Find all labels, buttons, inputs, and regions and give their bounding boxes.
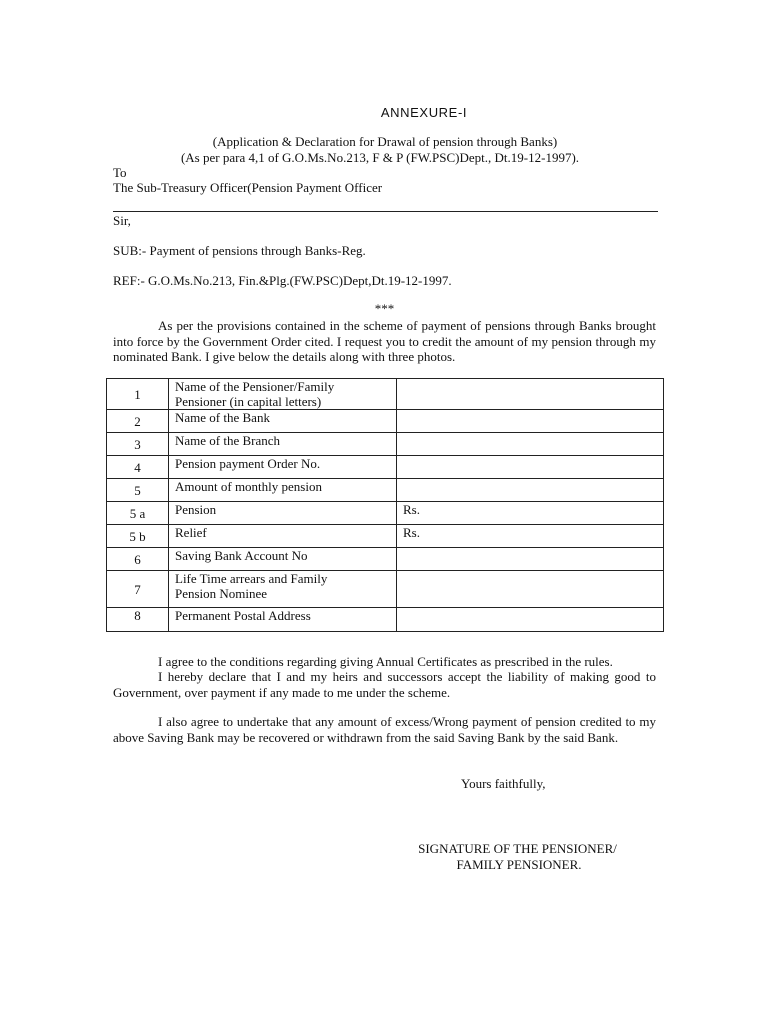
row-value-cell[interactable]: Rs.: [397, 502, 664, 525]
row-label-line1: Name of the Pensioner/Family: [175, 379, 335, 394]
row-label-line2: Pensioner (in capital letters): [175, 394, 322, 409]
row-number: 3: [107, 433, 169, 456]
row-number: 2: [107, 410, 169, 433]
table-row: [107, 379, 664, 410]
row-label: Saving Bank Account No: [169, 548, 397, 571]
row-value-cell[interactable]: [397, 379, 664, 410]
row-number: 5: [107, 479, 169, 502]
agreement-annual-certificates: I agree to the conditions regarding giving Annual Certificates as prescribed in the rules.: [158, 654, 613, 669]
row-label: [169, 379, 397, 410]
row-number: 7: [107, 571, 169, 608]
table-row: [107, 571, 664, 608]
intro-paragraph: As per the provisions contained in the scheme of payment of pensions through Banks brought into force by the Government Order cited. I request you to credit the amount of my pension through my nominated Bank. I give below the details along with three photos.: [113, 318, 656, 364]
row-label: Amount of monthly pension: [169, 479, 397, 502]
table-row: [107, 456, 664, 479]
row-value-cell[interactable]: [397, 571, 664, 608]
separator: ***: [374, 301, 395, 316]
row-value-cell[interactable]: [397, 608, 664, 632]
row-label: Pension: [169, 502, 397, 525]
table-row: [107, 433, 664, 456]
row-number: 6: [107, 548, 169, 571]
row-value-cell[interactable]: [397, 548, 664, 571]
signature-line1: SIGNATURE OF THE PENSIONER/: [418, 841, 617, 856]
undertaking-paragraph: I also agree to undertake that any amount of excess/Wrong payment of pension credited to my above Saving Bank may be recovered or withdrawn from the said Saving Bank by the said Bank.: [113, 714, 656, 745]
row-number: 4: [107, 456, 169, 479]
table-row: [107, 548, 664, 571]
row-value-cell[interactable]: [397, 410, 664, 433]
to-label: To: [113, 165, 127, 180]
row-number: 5 b: [107, 525, 169, 548]
salutation: Sir,: [113, 213, 131, 228]
row-value-cell[interactable]: Rs.: [397, 525, 664, 548]
row-label: [169, 571, 397, 608]
signature-line2: FAMILY PENSIONER.: [456, 857, 582, 872]
subject-line: SUB:- Payment of pensions through Banks-Reg.: [113, 243, 366, 258]
row-value-cell[interactable]: [397, 479, 664, 502]
table-row: [107, 479, 664, 502]
row-number: 1: [107, 379, 169, 410]
row-label-line2: Pension Nominee: [175, 586, 268, 601]
row-label: Permanent Postal Address: [169, 608, 397, 632]
subtitle-application: (Application & Declaration for Drawal of pension through Banks): [212, 134, 558, 149]
row-label: Relief: [169, 525, 397, 548]
row-number: 8: [107, 608, 169, 632]
reference-line: REF:- G.O.Ms.No.213, Fin.&Plg.(FW.PSC)Dept,Dt.19-12-1997.: [113, 273, 452, 288]
row-value-cell[interactable]: [397, 456, 664, 479]
closing: Yours faithfully,: [461, 776, 546, 791]
declaration-paragraph: I hereby declare that I and my heirs and successors accept the liability of making good to Government, over payment if any made to me under the scheme.: [113, 669, 656, 700]
subtitle-reference: (As per para 4,1 of G.O.Ms.No.213, F & P (FW.PSC)Dept., Dt.19-12-1997).: [180, 150, 580, 165]
row-number: 5 a: [107, 502, 169, 525]
row-label: Name of the Branch: [169, 433, 397, 456]
row-label: Pension payment Order No.: [169, 456, 397, 479]
row-label: Name of the Bank: [169, 410, 397, 433]
document-title: ANNEXURE-I: [380, 105, 468, 120]
pension-details-table: [106, 378, 664, 632]
recipient: The Sub-Treasury Officer(Pension Payment Officer: [113, 180, 383, 195]
table-row: [107, 502, 664, 525]
divider-line: [113, 211, 658, 212]
table-row: [107, 410, 664, 433]
row-value-cell[interactable]: [397, 433, 664, 456]
table-row: [107, 525, 664, 548]
row-label-line1: Life Time arrears and Family: [175, 571, 328, 586]
table-row: [107, 608, 664, 632]
